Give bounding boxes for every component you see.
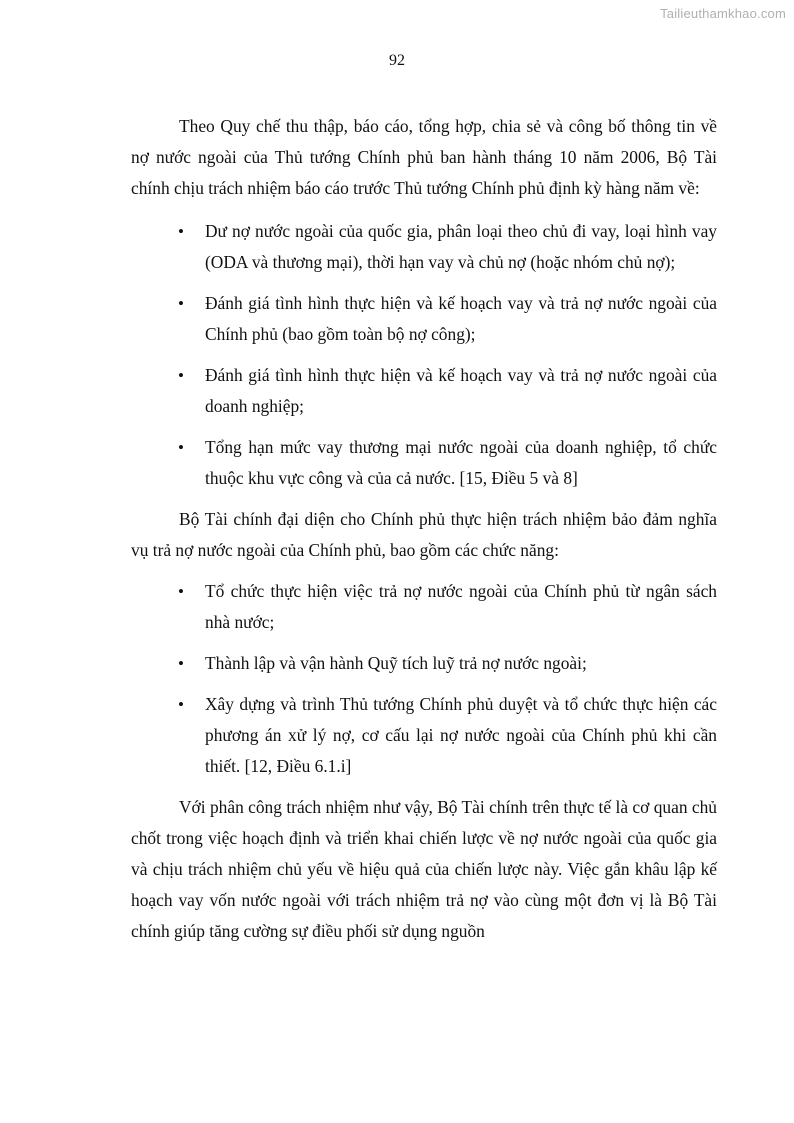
paragraph-intro: Theo Quy chế thu thập, báo cáo, tổng hợp, chia sẻ và công bố thông tin về nợ nước ngoài của Thủ tướng Chính phủ ban hành tháng 10 năm 2006, Bộ Tài chính chịu trách nhiệm báo cáo trước Thủ tướng Chính phủ định kỳ hàng năm về: xyxy=(131,116,717,198)
bullet-list-functions xyxy=(131,576,717,782)
list-item: • Dư nợ nước ngoài của quốc gia, phân loại theo chủ đi vay, loại hình vay (ODA và thương mại), thời hạn vay và chủ nợ (hoặc nhóm chủ nợ); xyxy=(131,216,717,278)
paragraph-conclusion: Với phân công trách nhiệm như vậy, Bộ Tài chính trên thực tế là cơ quan chủ chốt trong việc hoạch định và triển khai chiến lược về nợ nước ngoài của quốc gia và chịu trách nhiệm chủ yếu về hiệu quả của chiến lược này. Việc gắn khâu lập kế hoạch vay vốn nước ngoài với trách nhiệm trả nợ vào cùng một đơn vị là Bộ Tài chính giúp tăng cường sự điều phối sử dụng nguồn xyxy=(131,797,717,941)
list-item: • Tổ chức thực hiện việc trả nợ nước ngoài của Chính phủ từ ngân sách nhà nước; xyxy=(131,576,717,638)
watermark: Tailieuthamkhao.com xyxy=(660,6,786,21)
paragraph-functions: Bộ Tài chính đại diện cho Chính phủ thực hiện trách nhiệm bảo đảm nghĩa vụ trả nợ nước ngoài của Chính phủ, bao gồm các chức năng: xyxy=(131,509,717,560)
page-number: 92 xyxy=(389,52,405,69)
list-item: • Thành lập và vận hành Quỹ tích luỹ trả nợ nước ngoài; xyxy=(131,648,717,679)
list-item: • Đánh giá tình hình thực hiện và kế hoạch vay và trả nợ nước ngoài của doanh nghiệp; xyxy=(131,360,717,422)
bullet-list-reporting xyxy=(131,216,717,494)
document-body xyxy=(131,111,717,957)
list-item: • Đánh giá tình hình thực hiện và kế hoạch vay và trả nợ nước ngoài của Chính phủ (bao gồm toàn bộ nợ công); xyxy=(131,288,717,350)
list-item: • Xây dựng và trình Thủ tướng Chính phủ duyệt và tổ chức thực hiện các phương án xử lý nợ, cơ cấu lại nợ nước ngoài của Chính phủ khi cần thiết. [12, Điều 6.1.i] xyxy=(131,689,717,782)
list-item: • Tổng hạn mức vay thương mại nước ngoài của doanh nghiệp, tổ chức thuộc khu vực công và của cả nước. [15, Điều 5 và 8] xyxy=(131,432,717,494)
